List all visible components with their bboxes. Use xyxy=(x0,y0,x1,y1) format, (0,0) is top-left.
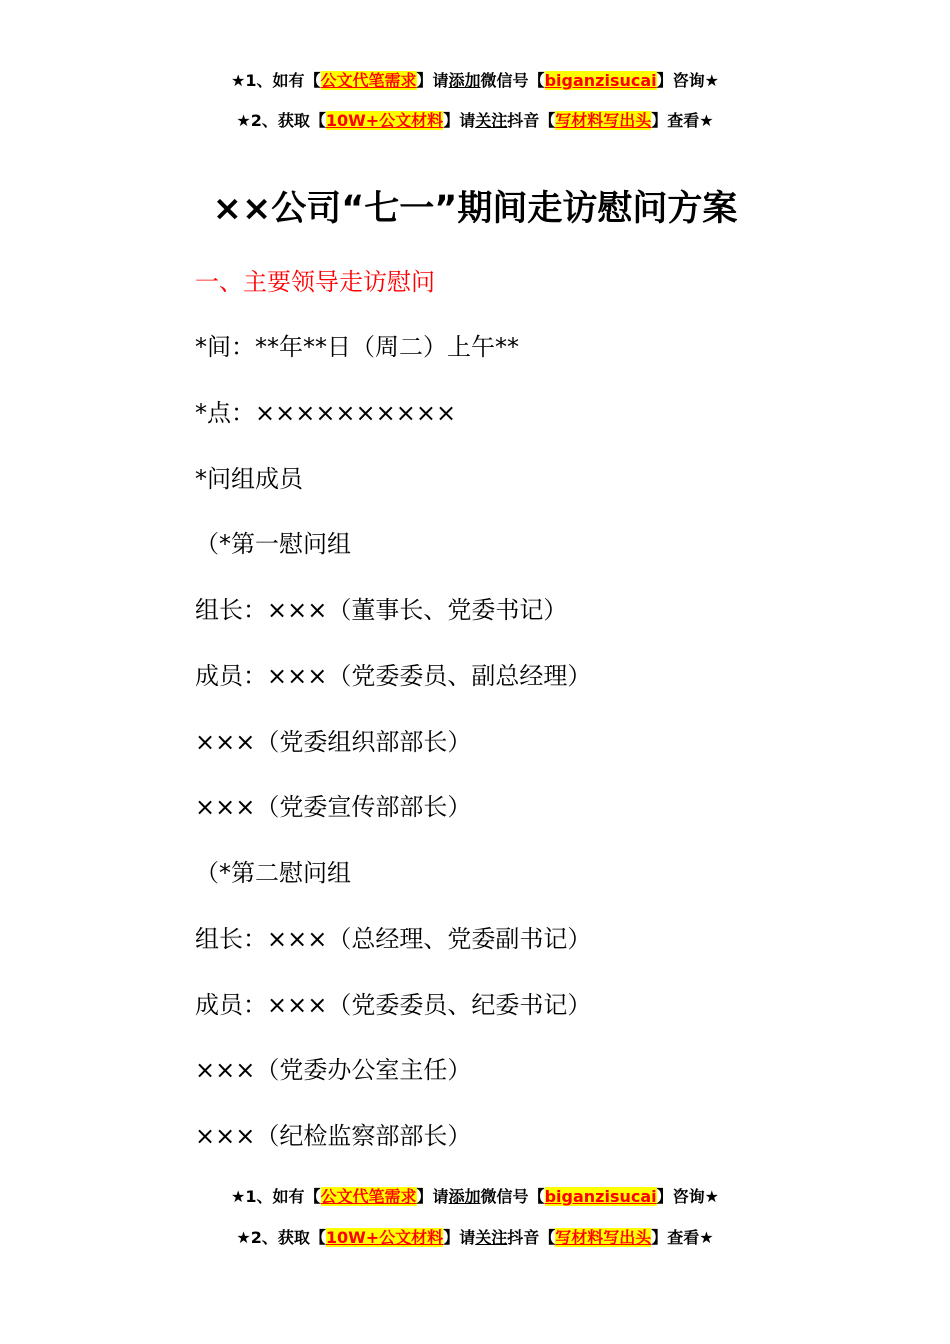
banner-text: 抖音【 xyxy=(507,111,556,130)
banner-highlight: 公文代笔需求 xyxy=(320,1187,417,1206)
banner-text: 微信号【 xyxy=(480,71,545,90)
banner-highlight: 10W+公文材料 xyxy=(325,1228,444,1247)
banner-highlight: 10W+公文材料 xyxy=(325,111,444,130)
banner-text: 】请 xyxy=(443,1228,476,1247)
banner-text: 】查看★ xyxy=(651,111,714,130)
bottom-banner-line-1 xyxy=(0,1187,950,1207)
banner-text: ★1、如有【 xyxy=(231,71,321,90)
banner-highlight: 公文代笔需求 xyxy=(320,71,417,90)
banner-text: ★1、如有【 xyxy=(231,1187,321,1206)
banner-text: 】请 xyxy=(416,1187,449,1206)
document-title: ××公司“七一”期间走访慰问方案 xyxy=(212,189,738,229)
banner-underlined: 添加 xyxy=(448,1187,481,1206)
banner-text: 】请 xyxy=(416,71,449,90)
banner-underlined: 添加 xyxy=(448,71,481,90)
body-line-member: 成员：×××（党委委员、副总经理） xyxy=(195,662,592,690)
body-line-member: ×××（纪检监察部部长） xyxy=(195,1122,472,1150)
body-line-time: *间：**年**日（周二）上午** xyxy=(195,333,519,361)
body-line-group-members: *问组成员 xyxy=(195,465,303,493)
top-banner-line-1 xyxy=(0,71,950,91)
wechat-id-highlight: biganzisucai xyxy=(544,1187,657,1206)
banner-underlined: 关注 xyxy=(475,1228,508,1247)
body-line-leader: 组长：×××（总经理、党委副书记） xyxy=(195,925,592,953)
wechat-id-highlight: biganzisucai xyxy=(544,71,657,90)
body-line-member: 成员：×××（党委委员、纪委书记） xyxy=(195,991,592,1019)
top-banner-line-2 xyxy=(0,111,950,131)
body-line-first-group: （*第一慰问组 xyxy=(195,530,351,558)
bottom-banner-line-2 xyxy=(0,1228,950,1248)
banner-underlined: 关注 xyxy=(475,111,508,130)
banner-text: 】请 xyxy=(443,111,476,130)
body-line-leader: 组长：×××（董事长、党委书记） xyxy=(195,596,568,624)
body-line-member: ×××（党委办公室主任） xyxy=(195,1056,472,1084)
body-line-second-group: （*第二慰问组 xyxy=(195,859,351,887)
banner-text: 微信号【 xyxy=(480,1187,545,1206)
body-line-member: ×××（党委宣传部部长） xyxy=(195,793,472,821)
body-line-location: *点：×××××××××× xyxy=(195,399,457,427)
banner-text: 】咨询★ xyxy=(656,71,719,90)
banner-text: 】查看★ xyxy=(651,1228,714,1247)
banner-text: 抖音【 xyxy=(507,1228,556,1247)
banner-text: 】咨询★ xyxy=(656,1187,719,1206)
banner-text: ★2、获取【 xyxy=(236,1228,326,1247)
douyin-account-highlight: 写材料写出头 xyxy=(555,111,652,130)
body-line-member: ×××（党委组织部部长） xyxy=(195,728,472,756)
section-heading: 一、主要领导走访慰问 xyxy=(195,268,435,296)
banner-text: ★2、获取【 xyxy=(236,111,326,130)
douyin-account-highlight: 写材料写出头 xyxy=(555,1228,652,1247)
